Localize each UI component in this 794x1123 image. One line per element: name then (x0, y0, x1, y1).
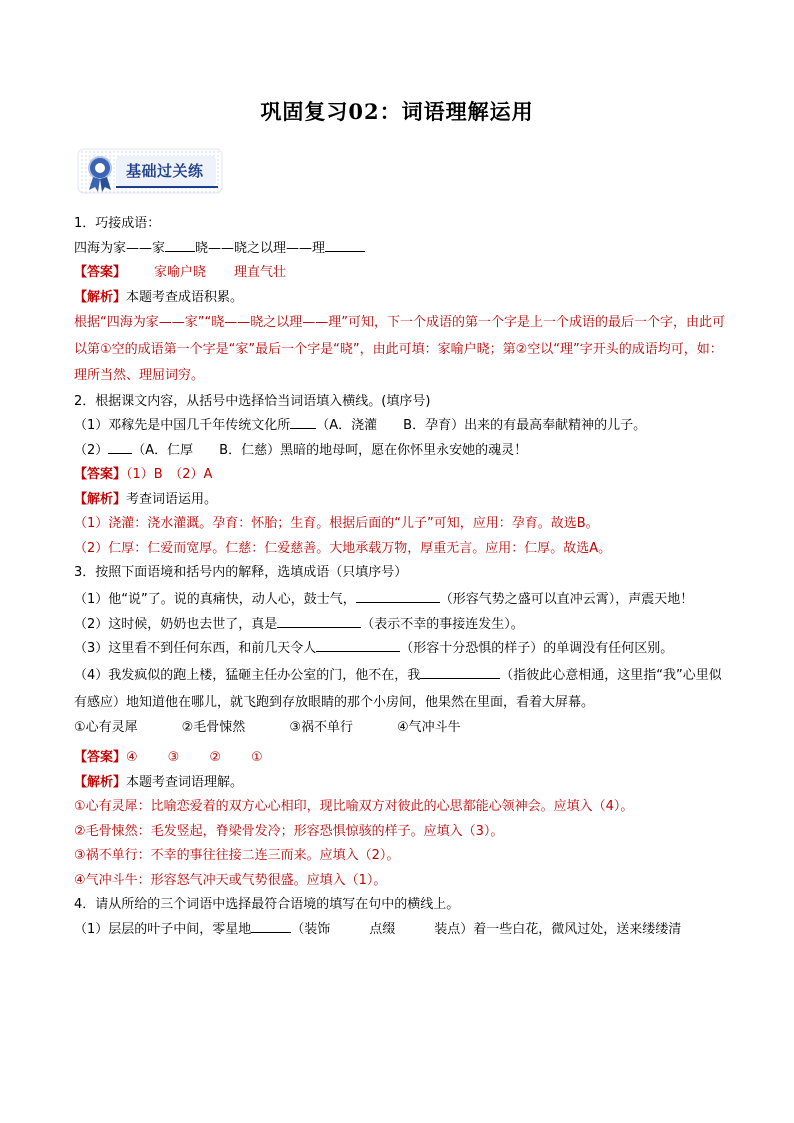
q2-stem: 2．根据课文内容，从括号中选择恰当词语填入横线。(填序号) (74, 393, 431, 409)
q3-options: ①心有灵犀 ②毛骨悚然 ③祸不单行 ④气冲斗牛 (74, 719, 461, 735)
q3-blank-3 (316, 638, 400, 652)
q3-analysis: 【解析】本题考查词语理解。 (74, 774, 244, 790)
q2-analysis: 【解析】考查词语运用。 (74, 491, 218, 507)
q1-blank-1 (165, 238, 195, 252)
q3-sentence-2: （2）这时候，奶奶也去世了，真是 （表示不幸的事接连发生）。 (74, 613, 734, 638)
q3-blank-2 (277, 614, 361, 628)
q3-blank-1 (356, 589, 440, 603)
q4-stem: 4．请从所给的三个词语中选择最符合语境的填写在句中的横线上。 (74, 897, 460, 912)
content-body (74, 212, 734, 942)
section-banner (76, 146, 226, 198)
q2-blank-1 (290, 415, 316, 429)
q3-blank-4 (420, 665, 500, 679)
q1-answer: 【答案】 家喻户晓 理直气壮 (74, 265, 287, 280)
q1-blank-2 (325, 238, 365, 252)
q2-sentence-1: （1）邓稼先是中国几千年传统文化所 （A．浇灌 B．孕育）出来的有最高奉献精神的儿子。 (74, 414, 734, 439)
q1-stem: 1．巧接成语： (74, 216, 161, 231)
q3-sentence-4: （4）我发疯似的跑上楼，猛砸主任办公室的门，他不在，我 （指彼此心意相通，这里指“我”心里似有感应）地知道他在哪儿，就飞跑到存放眼睛的那个小房间，他果然在里面，看着大屏幕。 (74, 662, 734, 716)
q2-blank-2 (108, 440, 132, 454)
q1-explain: 根据“四海为家——家”“晓——晓之以理——理”可知，下一个成语的第一个字是上一个成语的最后一个字，由此可以第①空的成语第一个字是“家”最后一个字是“晓”，由此可填：家喻户晓；第②空以“理”字开头的成语均可，如：理所当然、理屈词穷。 (74, 315, 725, 383)
q1-analysis: 【解析】本题考查成语积累。 (74, 289, 244, 305)
q3-explain-3: ③祸不单行：不幸的事往往接二连三而来。应填入（2）。 (74, 848, 400, 863)
page-title: 巩固复习02：词语理解运用 (260, 99, 534, 124)
q3-explain-4: ④气冲斗牛：形容怒气冲天或气势很盛。应填入（1）。 (74, 872, 387, 888)
q2-sentence-2: （2） （A．仁厚 B．仁慈）黑暗的地母呵，愿在你怀里永安她的魂灵！ (74, 439, 734, 464)
q2-answer: 【答案】（1）B （2）A (74, 467, 213, 482)
q4-sentence-1: （1）层层的叶子中间，零星地 （装饰 点缀 装点）着一些白花，微风过处，送来缕缕清 (74, 918, 734, 943)
q3-stem: 3．按照下面语境和括号内的解释，选填成语（只填序号） (74, 565, 408, 580)
q3-answer: 【答案】④ ③ ② ① (74, 750, 263, 765)
q2-explain-2: （2）仁厚：仁爱而宽厚。仁慈：仁爱慈善。大地承载万物，厚重无言。应用：仁厚。故选A。 (74, 540, 612, 556)
q3-explain-1: ①心有灵犀：比喻恋爱着的双方心心相印，现比喻双方对彼此的心思都能心领神会。应填入（4）。 (74, 799, 634, 814)
q2-explain-1: （1）浇灌：浇水灌溉。孕育：怀胎；生育。根据后面的“儿子”可知，应用：孕育。故选B。 (74, 516, 599, 531)
q3-sentence-3: （3）这里看不到任何东西，和前几天令人 （形容十分恐惧的样子）的单调没有任何区别。 (74, 637, 734, 662)
q1-line: 四海为家——家 晓——晓之以理——理 (74, 237, 734, 262)
q3-sentence-1: （1）他“说”了。说的真痛快，动人心，鼓士气， （形容气势之盛可以直冲云霄），声震天地！ (74, 586, 734, 613)
q4-blank-1 (251, 919, 291, 933)
banner-label: 基础过关练 (126, 162, 204, 180)
q3-explain-2: ②毛骨悚然：毛发竖起，脊梁骨发冷；形容恐惧惊骇的样子。应填入（3）。 (74, 823, 504, 839)
